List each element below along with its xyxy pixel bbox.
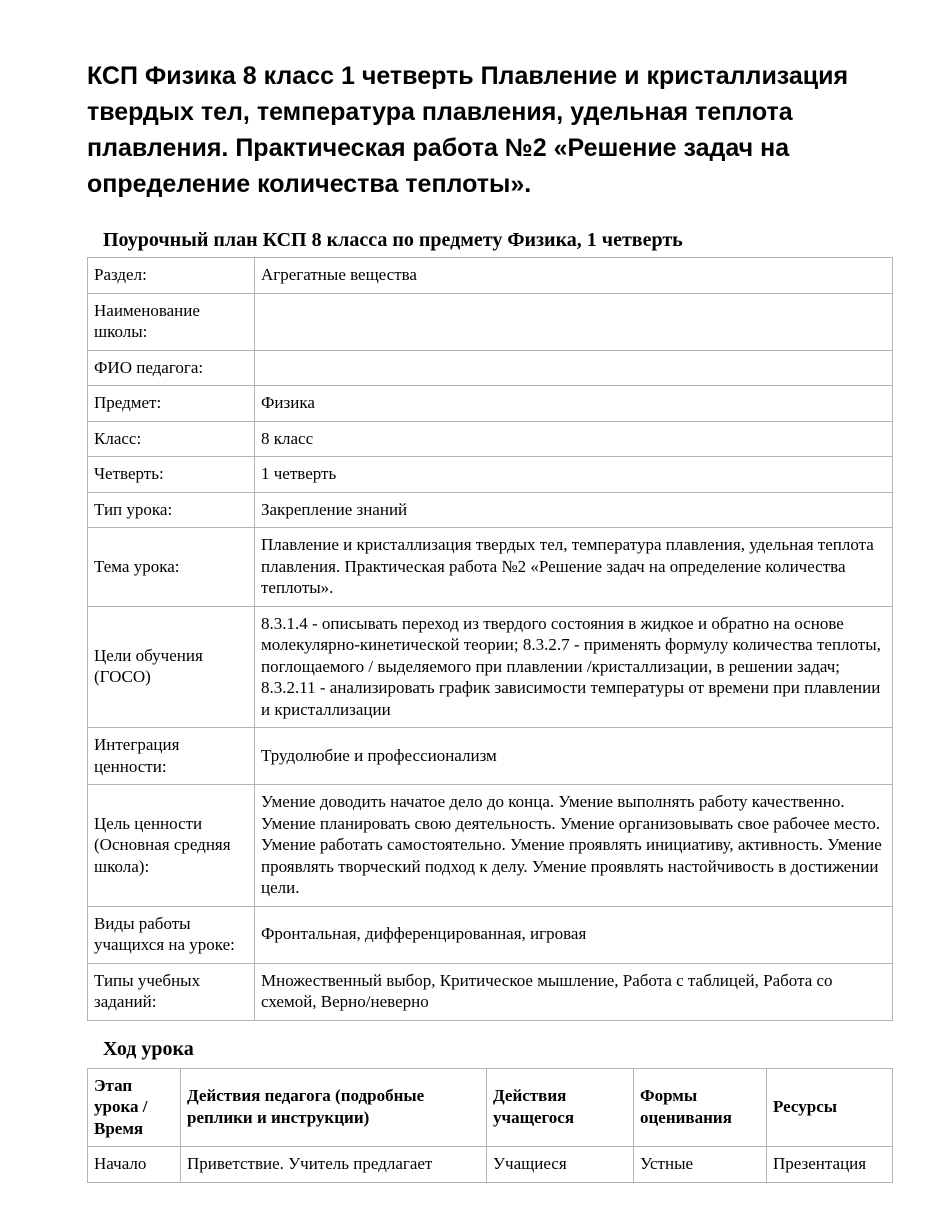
row-label: Интеграция ценности: [88, 728, 255, 785]
table-row [88, 293, 893, 350]
column-header-stage: Этап урока / Время [88, 1068, 181, 1147]
column-header-teacher-actions: Действия педагога (подробные реплики и инструкции) [181, 1068, 487, 1147]
row-value [255, 350, 893, 386]
table-row [88, 386, 893, 422]
row-label: Класс: [88, 421, 255, 457]
row-value: 8 класс [255, 421, 893, 457]
row-value [255, 293, 893, 350]
row-value: Умение доводить начатое дело до конца. Умение выполнять работу качественно. Умение планировать свою деятельность. Умение организовывать свое рабочее место. Умение работать самостоятельно. Умение проявлять инициативу, активность. Умение проявлять творческий подход к делу. Умение проявлять настойчивость в достижении цели. [255, 785, 893, 907]
row-value: 8.3.1.4 - описывать переход из твердого состояния в жидкое и обратно на основе молекулярно-кинетической теории; 8.3.2.7 - применять формулу количества теплоты, поглощаемого / выделяемого при плавлении /кристаллизации, в решении задач; 8.3.2.11 - анализировать график зависимости температуры от времени при плавлении и кристаллизации [255, 606, 893, 728]
table-row [88, 528, 893, 607]
lesson-plan-table [87, 257, 893, 1021]
table-row [88, 350, 893, 386]
table-row [88, 492, 893, 528]
table-row [88, 421, 893, 457]
cell-resources: Презентация [767, 1147, 893, 1183]
row-label: Раздел: [88, 258, 255, 294]
table-row [88, 1147, 893, 1183]
row-value: Закрепление знаний [255, 492, 893, 528]
row-value: Фронтальная, дифференцированная, игровая [255, 906, 893, 963]
row-label: Цель ценности (Основная средняя школа): [88, 785, 255, 907]
cell-student-actions: Учащиеся [487, 1147, 634, 1183]
row-label: Предмет: [88, 386, 255, 422]
row-label: Виды работы учащихся на уроке: [88, 906, 255, 963]
row-label: Типы учебных заданий: [88, 963, 255, 1020]
cell-stage: Начало [88, 1147, 181, 1183]
column-header-assessment: Формы оценивания [634, 1068, 767, 1147]
lesson-flow-table [87, 1068, 893, 1183]
document-page [87, 58, 893, 1183]
row-value: Трудолюбие и профессионализм [255, 728, 893, 785]
table-row [88, 258, 893, 294]
row-label: Цели обучения (ГОСО) [88, 606, 255, 728]
table-row [88, 906, 893, 963]
row-value: Плавление и кристаллизация твердых тел, температура плавления, удельная теплота плавления. Практическая работа №2 «Решение задач на определение количества теплоты». [255, 528, 893, 607]
table-row [88, 457, 893, 493]
lesson-heading: Ход урока [103, 1037, 194, 1060]
row-label: Тема урока: [88, 528, 255, 607]
row-value: Множественный выбор, Критическое мышление, Работа с таблицей, Работа со схемой, Верно/неверно [255, 963, 893, 1020]
document-title: КСП Физика 8 класс 1 четверть Плавление и кристаллизация твердых тел, температура плавления, удельная теплота плавления. Практическая работа №2 «Решение задач на определение количества теплоты». [87, 62, 849, 198]
row-label: ФИО педагога: [88, 350, 255, 386]
table-header-row [88, 1068, 893, 1147]
column-header-student-actions: Действия учащегося [487, 1068, 634, 1147]
table-row [88, 785, 893, 907]
cell-teacher-actions: Приветствие. Учитель предлагает [181, 1147, 487, 1183]
row-value: 1 четверть [255, 457, 893, 493]
row-label: Тип урока: [88, 492, 255, 528]
row-value: Агрегатные вещества [255, 258, 893, 294]
row-label: Наименование школы: [88, 293, 255, 350]
column-header-resources: Ресурсы [767, 1068, 893, 1147]
row-value: Физика [255, 386, 893, 422]
table-row [88, 728, 893, 785]
row-label: Четверть: [88, 457, 255, 493]
table-row [88, 606, 893, 728]
cell-assessment: Устные [634, 1147, 767, 1183]
plan-heading: Поурочный план КСП 8 класса по предмету Физика, 1 четверть [103, 229, 683, 251]
table-row [88, 963, 893, 1020]
